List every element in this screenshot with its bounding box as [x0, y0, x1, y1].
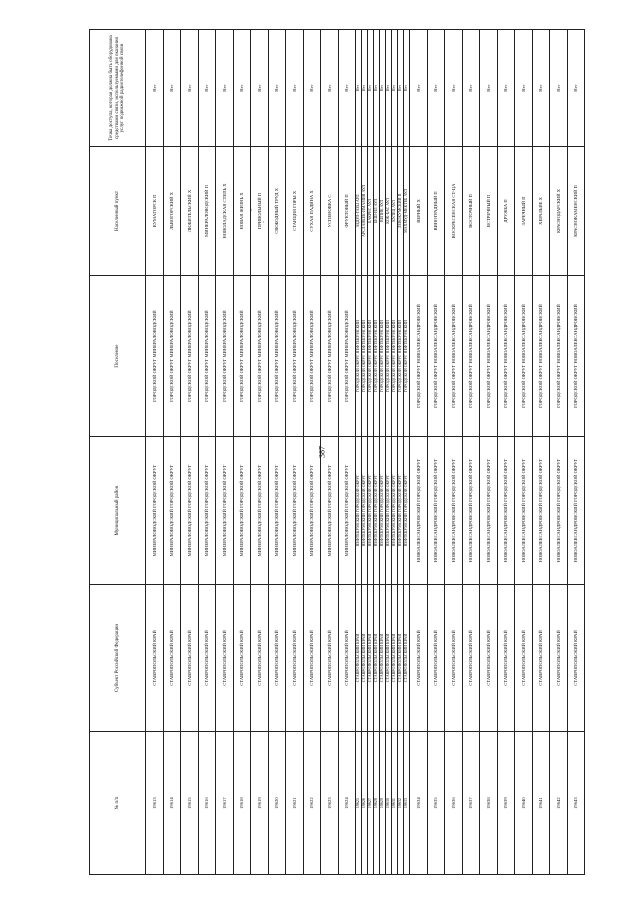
cell-number: 19635 [427, 732, 445, 875]
cell-district: НЕФТЕКУМСКИЙ ГОРОДСКОЙ ОКРУГ [392, 437, 398, 584]
cell-subject: СТАВРОПОЛЬСКИЙ КРАЙ [427, 584, 445, 731]
cell-locality: МАХМУД-МЕКТЕБ АУЛ [404, 147, 410, 276]
cell-district: НОВОАЛЕКСАНДРОВСКИЙ ГОРОДСКОЙ ОКРУГ [532, 437, 550, 584]
scan-speck: · [250, 206, 253, 215]
table-row [163, 30, 181, 875]
table-row [216, 30, 234, 875]
cell-locality: КУМАГОРСК П [146, 147, 164, 276]
cell-district: НЕФТЕКУМСКИЙ ГОРОДСКОЙ ОКРУГ [368, 437, 374, 584]
cell-access-point: Нет [445, 30, 463, 147]
cell-locality: ВОСКРЕСЕНСКАЯ СТ-ЦА [445, 147, 463, 276]
cell-access-point: Нет [356, 30, 362, 147]
cell-locality: ХЕРАЛЬИЕ Х [532, 147, 550, 276]
cell-settlement: ГОРОДСКОЙ ОКРУГ НЕФТЕКУМСКИЙ [398, 275, 404, 437]
cell-number: 19633 [404, 732, 410, 875]
cell-subject: СТАВРОПОЛЬСКИЙ КРАЙ [356, 584, 362, 731]
cell-settlement: ГОРОДСКОЙ ОКРУГ НОВОАЛЕКСАНДРОВСКИЙ [445, 275, 463, 437]
cell-district: НОВОАЛЕКСАНДРОВСКИЙ ГОРОДСКОЙ ОКРУГ [497, 437, 515, 584]
cell-subject: СТАВРОПОЛЬСКИЙ КРАЙ [362, 584, 368, 731]
cell-settlement: ГОРОДСКОЙ ОКРУГ МИНЕРАЛОВОДСКИЙ [233, 275, 251, 437]
table-row [410, 30, 428, 875]
cell-settlement: ГОРОДСКОЙ ОКРУГ НОВОАЛЕКСАНДРОВСКИЙ [462, 275, 480, 437]
cell-district: МИНЕРАЛОВОДСКИЙ ГОРОДСКОЙ ОКРУГ [233, 437, 251, 584]
cell-district: НОВОАЛЕКСАНДРОВСКИЙ ГОРОДСКОЙ ОКРУГ [480, 437, 498, 584]
cell-district: МИНЕРАЛОВОДСКИЙ ГОРОДСКОЙ ОКРУГ [146, 437, 164, 584]
cell-settlement: ГОРОДСКОЙ ОКРУГ МИНЕРАЛОВОДСКИЙ [286, 275, 304, 437]
table-row [497, 30, 515, 875]
cell-subject: СТАВРОПОЛЬСКИЙ КРАЙ [268, 584, 286, 731]
cell-district: НОВОАЛЕКСАНДРОВСКИЙ ГОРОДСКОЙ ОКРУГ [567, 437, 585, 584]
cell-locality: ВИНОГРАДНЫЙ П [427, 147, 445, 276]
cell-settlement: ГОРОДСКОЙ ОКРУГ НЕФТЕКУМСКИЙ [356, 275, 362, 437]
cell-number: 19620 [268, 732, 286, 875]
cell-locality: НОВАЯ ЖИЗНЬ Х [233, 147, 251, 276]
cell-district: НОВОАЛЕКСАНДРОВСКИЙ ГОРОДСКОЙ ОКРУГ [445, 437, 463, 584]
cell-locality: ЛЬВОГОРСКИЙ Х [163, 147, 181, 276]
cell-settlement: ГОРОДСКОЙ ОКРУГ МИНЕРАЛОВОДСКИЙ [146, 275, 164, 437]
cell-settlement: ГОРОДСКОЙ ОКРУГ НОВОАЛЕКСАНДРОВСКИЙ [497, 275, 515, 437]
cell-access-point: Нет [398, 30, 404, 147]
cell-access-point: Нет [362, 30, 368, 147]
cell-district: МИНЕРАЛОВОДСКИЙ ГОРОДСКОЙ ОКРУГ [338, 437, 356, 584]
table-row [445, 30, 463, 875]
cell-locality: УСПЕНОВКА С [321, 147, 339, 276]
cell-settlement: ГОРОДСКОЙ ОКРУГ НОВОАЛЕКСАНДРОВСКИЙ [480, 275, 498, 437]
header-subject: Субъект Российской Федерации [90, 584, 146, 731]
cell-subject: СТАВРОПОЛЬСКИЙ КРАЙ [380, 584, 386, 731]
cell-district: МИНЕРАЛОВОДСКИЙ ГОРОДСКОЙ ОКРУГ [268, 437, 286, 584]
table-row [532, 30, 550, 875]
cell-number: 19640 [515, 732, 533, 875]
cell-access-point: Нет [480, 30, 498, 147]
cell-access-point: Нет [392, 30, 398, 147]
cell-locality: БАКРЕС АУЛ [368, 147, 374, 276]
cell-access-point: Нет [532, 30, 550, 147]
cell-access-point: Нет [380, 30, 386, 147]
cell-subject: СТАВРОПОЛЬСКИЙ КРАЙ [550, 584, 568, 731]
cell-settlement: ГОРОДСКОЙ ОКРУГ НЕФТЕКУМСКИЙ [386, 275, 392, 437]
table-row [427, 30, 445, 875]
cell-subject: СТАВРОПОЛЬСКИЙ КРАЙ [216, 584, 234, 731]
cell-settlement: ГОРОДСКОЙ ОКРУГ МИНЕРАЛОВОДСКИЙ [303, 275, 321, 437]
cell-district: НОВОАЛЕКСАНДРОВСКИЙ ГОРОДСКОЙ ОКРУГ [427, 437, 445, 584]
cell-access-point: Нет [286, 30, 304, 147]
cell-subject: СТАВРОПОЛЬСКИЙ КРАЙ [404, 584, 410, 731]
cell-district: НЕФТЕКУМСКИЙ ГОРОДСКОЙ ОКРУГ [362, 437, 368, 584]
cell-access-point: Нет [515, 30, 533, 147]
cell-settlement: ГОРОДСКОЙ ОКРУГ НОВОАЛЕКСАНДРОВСКИЙ [515, 275, 533, 437]
cell-settlement: ГОРОДСКОЙ ОКРУГ НОВОАЛЕКСАНДРОВСКИЙ [550, 275, 568, 437]
cell-number: 19634 [410, 732, 428, 875]
table-row [181, 30, 199, 875]
table-row [338, 30, 356, 875]
cell-district: МИНЕРАЛОВОДСКИЙ ГОРОДСКОЙ ОКРУГ [181, 437, 199, 584]
cell-district: МИНЕРАЛОВОДСКИЙ ГОРОДСКОЙ ОКРУГ [163, 437, 181, 584]
table-row [146, 30, 164, 875]
cell-number: 19614 [163, 732, 181, 875]
cell-locality: ПРИВОЛЬНЫЙ П [251, 147, 269, 276]
cell-locality: КОК-БАС АУЛ [386, 147, 392, 276]
cell-number: 19613 [146, 732, 164, 875]
cell-locality: ВЕПИК АУЛ [380, 147, 386, 276]
cell-number: 19619 [251, 732, 269, 875]
cell-district: НЕФТЕКУМСКИЙ ГОРОДСКОЙ ОКРУГ [398, 437, 404, 584]
access-points-table [89, 29, 585, 875]
cell-access-point: Нет [374, 30, 380, 147]
cell-number: 19629 [380, 732, 386, 875]
cell-district: МИНЕРАЛОВОДСКИЙ ГОРОДСКОЙ ОКРУГ [216, 437, 234, 584]
cell-access-point: Нет [427, 30, 445, 147]
cell-access-point: Нет [550, 30, 568, 147]
cell-access-point: Нет [233, 30, 251, 147]
cell-subject: СТАВРОПОЛЬСКИЙ КРАЙ [398, 584, 404, 731]
cell-locality: СТАНЦИЯ ГОРЫ Х [286, 147, 304, 276]
cell-access-point: Нет [567, 30, 585, 147]
cell-number: 19639 [497, 732, 515, 875]
cell-district: МИНЕРАЛОВОДСКИЙ ГОРОДСКОЙ ОКРУГ [303, 437, 321, 584]
table-row [567, 30, 585, 875]
cell-settlement: ГОРОДСКОЙ ОКРУГ НЕФТЕКУМСКИЙ [374, 275, 380, 437]
cell-number: 19636 [445, 732, 463, 875]
cell-settlement: ГОРОДСКОЙ ОКРУГ НЕФТЕКУМСКИЙ [404, 275, 410, 437]
cell-settlement: ГОРОДСКОЙ ОКРУГ НОВОАЛЕКСАНДРОВСКИЙ [567, 275, 585, 437]
cell-number: 19617 [216, 732, 234, 875]
table-header-row [90, 30, 146, 875]
cell-subject: СТАВРОПОЛЬСКИЙ КРАЙ [567, 584, 585, 731]
cell-locality: ЛЕВОКУМСКИЙ П [398, 147, 404, 276]
cell-subject: СТАВРОПОЛЬСКИЙ КРАЙ [286, 584, 304, 731]
cell-access-point: Нет [462, 30, 480, 147]
cell-subject: СТАВРОПОЛЬСКИЙ КРАЙ [233, 584, 251, 731]
cell-settlement: ГОРОДСКОЙ ОКРУГ МИНЕРАЛОВОДСКИЙ [181, 275, 199, 437]
header-access-point: Точка доступа, которая должна быть оборудована средствами связи, используемыми для оказания услуг подвижной радиотелефонной связи [90, 30, 146, 147]
table-row [198, 30, 216, 875]
cell-number: 19632 [398, 732, 404, 875]
cell-settlement: ГОРОДСКОЙ ОКРУГ МИНЕРАЛОВОДСКИЙ [216, 275, 234, 437]
cell-subject: СТАВРОПОЛЬСКИЙ КРАЙ [374, 584, 380, 731]
cell-subject: СТАВРОПОЛЬСКИЙ КРАЙ [181, 584, 199, 731]
cell-number: 19616 [198, 732, 216, 875]
cell-access-point: Нет [146, 30, 164, 147]
cell-number: 19622 [303, 732, 321, 875]
cell-settlement: ГОРОДСКОЙ ОКРУГ МИНЕРАЛОВОДСКИЙ [163, 275, 181, 437]
table-row [251, 30, 269, 875]
table-row [480, 30, 498, 875]
cell-subject: СТАВРОПОЛЬСКИЙ КРАЙ [386, 584, 392, 731]
cell-subject: СТАВРОПОЛЬСКИЙ КРАЙ [321, 584, 339, 731]
cell-locality: ФРУКТОВЫЙ П [338, 147, 356, 276]
cell-district: НЕФТЕКУМСКИЙ ГОРОДСКОЙ ОКРУГ [386, 437, 392, 584]
cell-number: 19638 [480, 732, 498, 875]
cell-locality: ДРУЖБА П [497, 147, 515, 276]
page-number: 387 [317, 446, 327, 458]
cell-access-point: Нет [181, 30, 199, 147]
table-row [286, 30, 304, 875]
header-number: № п/п [90, 732, 146, 875]
cell-number: 19631 [392, 732, 398, 875]
cell-settlement: ГОРОДСКОЙ ОКРУГ МИНЕРАЛОВОДСКИЙ [198, 275, 216, 437]
cell-settlement: ГОРОДСКОЙ ОКРУГ НОВОАЛЕКСАНДРОВСКИЙ [427, 275, 445, 437]
cell-district: НОВОАЛЕКСАНДРОВСКИЙ ГОРОДСКОЙ ОКРУГ [410, 437, 428, 584]
table-row [515, 30, 533, 875]
cell-subject: СТАВРОПОЛЬСКИЙ КРАЙ [251, 584, 269, 731]
cell-settlement: ГОРОДСКОЙ ОКРУГ НЕФТЕКУМСКИЙ [362, 275, 368, 437]
cell-settlement: ГОРОДСКОЙ ОКРУГ МИНЕРАЛОВОДСКИЙ [321, 275, 339, 437]
cell-locality: ЛЮБИТЕЛЬСКИЙ Х [181, 147, 199, 276]
cell-locality: ЗАРЕЧНЫЙ П [515, 147, 533, 276]
cell-access-point: Нет [198, 30, 216, 147]
cell-number: 19643 [567, 732, 585, 875]
cell-access-point: Нет [303, 30, 321, 147]
cell-access-point: Нет [404, 30, 410, 147]
cell-number: 19623 [321, 732, 339, 875]
cell-subject: СТАВРОПОЛЬСКИЙ КРАЙ [146, 584, 164, 731]
cell-number: 19624 [338, 732, 356, 875]
cell-district: НЕФТЕКУМСКИЙ ГОРОДСКОЙ ОКРУГ [380, 437, 386, 584]
cell-access-point: Нет [410, 30, 428, 147]
table-row [550, 30, 568, 875]
cell-locality: ВОСТОЧНЫЙ П [462, 147, 480, 276]
cell-settlement: ГОРОДСКОЙ ОКРУГ МИНЕРАЛОВОДСКИЙ [268, 275, 286, 437]
cell-access-point: Нет [321, 30, 339, 147]
cell-access-point: Нет [163, 30, 181, 147]
cell-locality: БЕШ-ИЛ АУЛ [374, 147, 380, 276]
cell-subject: СТАВРОПОЛЬСКИЙ КРАЙ [515, 584, 533, 731]
table-row [268, 30, 286, 875]
cell-district: НОВОАЛЕКСАНДРОВСКИЙ ГОРОДСКОЙ ОКРУГ [462, 437, 480, 584]
cell-district: МИНЕРАЛОВОДСКИЙ ГОРОДСКОЙ ОКРУГ [286, 437, 304, 584]
cell-subject: СТАВРОПОЛЬСКИЙ КРАЙ [497, 584, 515, 731]
cell-number: 19637 [462, 732, 480, 875]
cell-subject: СТАВРОПОЛЬСКИЙ КРАЙ [480, 584, 498, 731]
cell-settlement: ГОРОДСКОЙ ОКРУГ МИНЕРАЛОВОДСКИЙ [251, 275, 269, 437]
table-row [233, 30, 251, 875]
cell-access-point: Нет [386, 30, 392, 147]
cell-locality: МИНЕРАЛОВОДСКИЙ П [198, 147, 216, 276]
cell-number: 19626 [362, 732, 368, 875]
cell-district: НЕФТЕКУМСКИЙ ГОРОДСКОЙ ОКРУГ [356, 437, 362, 584]
cell-settlement: ГОРОДСКОЙ ОКРУГ НЕФТЕКУМСКИЙ [380, 275, 386, 437]
cell-settlement: ГОРОДСКОЙ ОКРУГ НЕФТЕКУМСКИЙ [368, 275, 374, 437]
cell-number: 19628 [374, 732, 380, 875]
cell-locality: АБДУЛ-ГАЗЫ АУЛ [356, 147, 362, 276]
cell-subject: СТАВРОПОЛЬСКИЙ КРАЙ [303, 584, 321, 731]
cell-subject: СТАВРОПОЛЬСКИЙ КРАЙ [462, 584, 480, 731]
cell-locality: АРСЛАНБЕК-ИМАМИЯ АУЛ [362, 147, 368, 276]
cell-locality: ВЕРНЫЙ Х [410, 147, 428, 276]
cell-access-point: Нет [251, 30, 269, 147]
cell-access-point: Нет [216, 30, 234, 147]
cell-number: 19615 [181, 732, 199, 875]
header-locality: Населенный пункт [90, 147, 146, 276]
header-settlement: Поселение [90, 275, 146, 437]
cell-access-point: Нет [268, 30, 286, 147]
cell-number: 19621 [286, 732, 304, 875]
table-row [462, 30, 480, 875]
cell-locality: СУХАЯ ПАДИНА Х [303, 147, 321, 276]
cell-number: 19618 [233, 732, 251, 875]
cell-access-point: Нет [368, 30, 374, 147]
cell-locality: КРАСНОДАРСКИЙ Х [550, 147, 568, 276]
cell-subject: СТАВРОПОЛЬСКИЙ КРАЙ [392, 584, 398, 731]
cell-locality: КРАСНОКАМЕНСКИЙ П [567, 147, 585, 276]
cell-subject: СТАВРОПОЛЬСКИЙ КРАЙ [338, 584, 356, 731]
cell-subject: СТАВРОПОЛЬСКИЙ КРАЙ [163, 584, 181, 731]
cell-number: 19630 [386, 732, 392, 875]
header-district: Муниципальный район [90, 437, 146, 584]
cell-access-point: Нет [338, 30, 356, 147]
cell-locality: КУЛЕЦ АУЛ [392, 147, 398, 276]
cell-locality: СВОБОДНЫЙ ТРУД Х [268, 147, 286, 276]
cell-settlement: ГОРОДСКОЙ ОКРУГ МИНЕРАЛОВОДСКИЙ [338, 275, 356, 437]
cell-district: МИНЕРАЛОВОДСКИЙ ГОРОДСКОЙ ОКРУГ [198, 437, 216, 584]
cell-number: 19642 [550, 732, 568, 875]
cell-subject: СТАВРОПОЛЬСКИЙ КРАЙ [532, 584, 550, 731]
cell-district: МИНЕРАЛОВОДСКИЙ ГОРОДСКОЙ ОКРУГ [251, 437, 269, 584]
cell-subject: СТАВРОПОЛЬСКИЙ КРАЙ [198, 584, 216, 731]
cell-district: МИНЕРАЛОВОДСКИЙ ГОРОДСКОЙ ОКРУГ [321, 437, 339, 584]
cell-district: НЕФТЕКУМСКИЙ ГОРОДСКОЙ ОКРУГ [374, 437, 380, 584]
scan-speck: · [262, 218, 265, 227]
cell-settlement: ГОРОДСКОЙ ОКРУГ НОВОАЛЕКСАНДРОВСКИЙ [532, 275, 550, 437]
cell-district: НОВОАЛЕКСАНДРОВСКИЙ ГОРОДСКОЙ ОКРУГ [515, 437, 533, 584]
cell-subject: СТАВРОПОЛЬСКИЙ КРАЙ [445, 584, 463, 731]
cell-access-point: Нет [497, 30, 515, 147]
cell-subject: СТАВРОПОЛЬСКИЙ КРАЙ [368, 584, 374, 731]
cell-district: НОВОАЛЕКСАНДРОВСКИЙ ГОРОДСКОЙ ОКРУГ [550, 437, 568, 584]
cell-locality: НОВОЛАДСКАЯ СТЕПЬ Х [216, 147, 234, 276]
cell-locality: ВСТРЕЧНЫЙ П [480, 147, 498, 276]
cell-settlement: ГОРОДСКОЙ ОКРУГ НЕФТЕКУМСКИЙ [392, 275, 398, 437]
cell-number: 19625 [356, 732, 362, 875]
cell-district: НЕФТЕКУМСКИЙ ГОРОДСКОЙ ОКРУГ [404, 437, 410, 584]
cell-subject: СТАВРОПОЛЬСКИЙ КРАЙ [410, 584, 428, 731]
cell-number: 19641 [532, 732, 550, 875]
cell-settlement: ГОРОДСКОЙ ОКРУГ НОВОАЛЕКСАНДРОВСКИЙ [410, 275, 428, 437]
cell-number: 19627 [368, 732, 374, 875]
